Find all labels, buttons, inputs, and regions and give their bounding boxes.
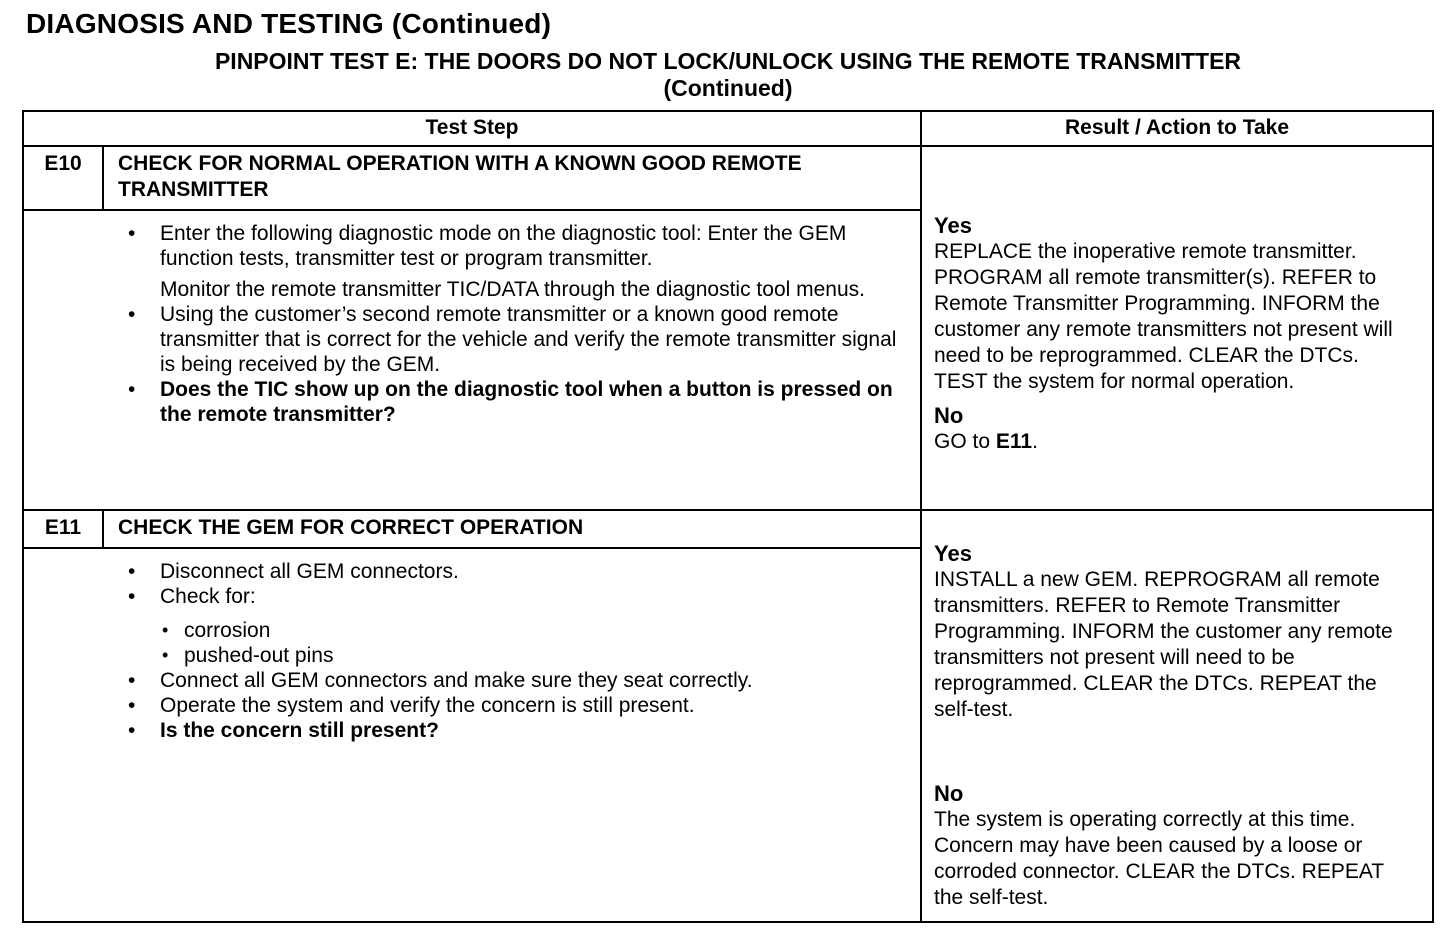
go-to-step-ref: E11 <box>995 430 1033 453</box>
test-step-cell-e11 <box>24 511 922 921</box>
list-item <box>124 559 900 584</box>
step-text: Monitor the remote transmitter TIC/DATA through the diagnostic tool menus. <box>160 278 865 301</box>
list-item <box>124 277 900 302</box>
step-id-row-e10 <box>24 147 920 211</box>
step-text: Using the customer’s second remote transmitter or a known good remote transmitter that is correct for the vehicle and verify the remote transmitter signal is being received by the GEM. <box>160 303 897 376</box>
step-text: Enter the following diagnostic mode on the diagnostic tool: Enter the GEM function tests, transmitter test or program transmitter. <box>160 222 847 270</box>
list-item <box>124 302 900 377</box>
pinpoint-test-subtitle <box>0 48 1456 102</box>
step-question-text: Is the concern still present? <box>160 719 439 742</box>
step-question-text: Does the TIC show up on the diagnostic tool when a button is pressed on the remote transmitter? <box>160 378 893 426</box>
result-yes-text: REPLACE the inoperative remote transmitter. PROGRAM all remote transmitter(s). REFER to Remote Transmitter Programming. INFORM the customer any remote transmitters not present will need to be reprogrammed. CLEAR the DTCs. TEST the system for normal operation. <box>934 240 1393 393</box>
bullet-icon: • <box>128 694 136 717</box>
step-title-e10: CHECK FOR NORMAL OPERATION WITH A KNOWN GOOD REMOTE TRANSMITTER <box>118 152 802 201</box>
list-item <box>124 693 900 718</box>
result-cell-e11 <box>922 511 1432 921</box>
subtitle-line1: PINPOINT TEST E: THE DOORS DO NOT LOCK/UNLOCK USING THE REMOTE TRANSMITTER <box>214 48 1242 74</box>
bullet-icon: • <box>128 719 136 742</box>
test-step-cell-e10 <box>24 147 922 509</box>
result-yes-text: INSTALL a new GEM. REPROGRAM all remote transmitters. REFER to Remote Transmitter Programming. INFORM the customer any remote transmitters not present will need to be reprogrammed. CLEAR the DTCs. REPEAT the self-test. <box>934 568 1393 721</box>
list-item-question <box>124 377 900 427</box>
pinpoint-test-table <box>22 110 1434 923</box>
step-text: pushed-out pins <box>184 644 334 667</box>
step-text: Connect all GEM connectors and make sure they seat correctly. <box>160 669 753 692</box>
table-row-e11 <box>24 511 1432 921</box>
step-id-row-e11 <box>24 511 920 549</box>
bullet-icon: • <box>128 560 136 583</box>
subtitle-line2: (Continued) <box>663 75 793 101</box>
step-instructions-e10 <box>24 211 920 437</box>
sub-list-item <box>162 643 900 668</box>
bullet-icon: • <box>128 222 136 245</box>
result-no-text <box>934 429 1412 455</box>
step-id-e10: E10 <box>24 147 104 209</box>
step-instructions-e11 <box>24 549 920 753</box>
step-text: corrosion <box>184 619 271 642</box>
result-no-label: No <box>934 781 964 806</box>
list-item <box>124 584 900 609</box>
manual-page <box>0 8 1456 936</box>
result-cell-e10 <box>922 147 1432 509</box>
result-no-label: No <box>934 403 964 428</box>
table-row-e10 <box>24 147 1432 511</box>
step-id-e11: E11 <box>24 511 104 547</box>
list-item <box>124 221 900 271</box>
column-header-test-step: Test Step <box>24 112 922 145</box>
result-no-block <box>934 781 1418 911</box>
result-no-text: The system is operating correctly at this time. Concern may have been caused by a loose or corroded connector. CLEAR the DTCs. REPEAT the self-test. <box>934 808 1384 909</box>
go-to-prefix: GO to <box>934 430 996 453</box>
page-title: DIAGNOSIS AND TESTING (Continued) <box>26 8 552 39</box>
bullet-icon: • <box>128 669 136 692</box>
bullet-icon: • <box>162 620 169 640</box>
list-item-question <box>124 718 900 743</box>
bullet-icon: • <box>162 645 169 665</box>
step-text: Operate the system and verify the concern is still present. <box>160 694 695 717</box>
bullet-icon: • <box>128 303 136 326</box>
result-yes-label: Yes <box>934 213 972 238</box>
table-header-row <box>24 112 1432 147</box>
column-header-result: Result / Action to Take <box>1064 116 1290 139</box>
sub-list-item <box>162 618 900 643</box>
result-yes-label: Yes <box>934 541 972 566</box>
list-item <box>124 668 900 693</box>
bullet-icon: • <box>128 585 136 608</box>
step-text: Check for: <box>160 585 256 608</box>
go-to-suffix: . <box>1032 430 1038 453</box>
bullet-icon: • <box>128 378 136 401</box>
step-title-e11: CHECK THE GEM FOR CORRECT OPERATION <box>118 516 584 539</box>
result-no-block <box>934 403 1418 455</box>
step-text: Disconnect all GEM connectors. <box>160 560 459 583</box>
